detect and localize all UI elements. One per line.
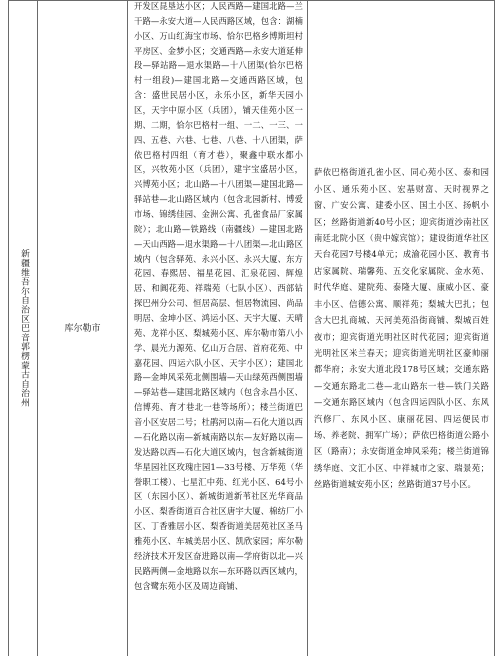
areas-text-right: 萨依巴格街道孔雀小区、同心苑小区、泰和园小区、通乐苑小区、宏基财富、天时视界之窗、广安公寓、建委小区、国土小区、扬帆小区；丝路街道新40号小区；迎宾街道沙南社区南廷北院小区（贵中嫁宾馆）；建设街道华社区天台花园7号楼4单元；成渝花园小区、教育书店家属院、瑞馨苑、五交化家属院、金水苑、时代华庭、建院苑、泰隆大厦、康威小区、豪丰小区、信德公寓、顺祥苑；梨城大巴扎；包含大巴扎商城、天河美苑沿街商铺、梨城百姓夜市；迎宾街道光明社区时代花园；迎宾街道光明社区米兰春天；迎宾街道光明社区豪帅丽都华府；永安大道北段178号区域；交通东路—交通东路北二巷—北山路东一巷—铁门关路—交通东路区域内（包含四运四队小区、东风汽修厂、东风小区、康丽花园、四运便民市场、养老院、拥军广场）；萨依巴格街道公路小区（路南）；永安街道金坤风采苑；楼兰街道锦绣华庭、文汇小区、中祥城市之家、瑞景苑；丝路街道城安苑小区；丝路街道37号小区。 bbox=[314, 167, 489, 490]
region-name: 新疆维吾尔自治区巴音郭楞蒙古自治州 bbox=[19, 249, 29, 408]
region-cell bbox=[9, 1, 38, 656]
areas-cell-right bbox=[308, 1, 495, 656]
city-cell bbox=[38, 1, 128, 656]
city-name: 库尔勒市 bbox=[64, 323, 101, 334]
area-table bbox=[8, 0, 495, 656]
table-row bbox=[9, 1, 495, 656]
areas-cell-left bbox=[128, 1, 308, 656]
areas-text-left: 开发区昆垦达小区；人民西路—建国北路—兰干路—永安大道—人民西路区域，包含：湖楠小区、万山红海宝市场、恰尔巴格乡博斯坦村平房区、金梦小区；交通西路—永安大道延伸段—驿站路—退水渠路—十八团渠(恰尔巴格村一组段)—建国北路—交通西路区域，包含：盛世民居小区，永乐小区，新华天园小区，天宇中原小区（兵团），铺天佳苑小区一期、二期，恰尔巴格村一组、一二、一三、一四、五巷、六巷、七巷、八巷、十八团渠，萨依巴格村四组（育才巷），聚鑫中联水都小区，兴牧苑小区（兵团），建宇宝盛居小区，兴博苑小区；北山路—十八团渠—建国北路—驿站巷—北山路区域内（包含北园新村、博爱市场、锦绣佳园、金洲公寓、孔雀食品厂家属院）；北山路—铁路线（南疆线）—建国北路—天山西路—退水渠路—十八团渠—北山路区域内（包含驿苑、永兴小区、永兴大厦、东方花园、春熙居、福星花园、汇泉花园、辉煌居、和阗花苑、祥瑞苑（七队小区）、西部钻探巴州分公司、恒居高层、恒居物流园、尚品明居、金坤小区、鸿运小区、天宇大厦、天晴苑、龙祥小区、梨城苑小区、库尔勒市第八小学、晨光力源苑、亿山万合居、首府花苑、中嘉花园、四运六队小区、天宇小区）；建国北路—金坤风采苑北侧围墙—天山绿苑西侧围墙—驿站巷—建国北路区域内（包含永昌小区、信博苑、育才巷北一巷等场所）；楼兰街道巴音小区安居二号；杜鹃河以南—石化大道以西—石化路以南—新城南路以东—友好路以南—发达路以西—石化大道区域内，包含新城街道华星园社区玫瑰庄园1—33号楼、万华苑（华誉职工楼）、七星汇中苑、红光小区、64号小区（东园小区）、新城街道新苇社区光华商品小区、梨香街道百合社区唐宇大厦、棉纺厂小区、丁香雅居小区、梨香街道美居苑社区圣马雅苑小区、车城美居小区、凯欣家园；库尔勒经济技术开发区奋进路以南—学府街以北—兴民路两侧—金地路以东—东环路以西区域内，包含鹭东苑小区及周边商铺、 bbox=[134, 1, 303, 591]
